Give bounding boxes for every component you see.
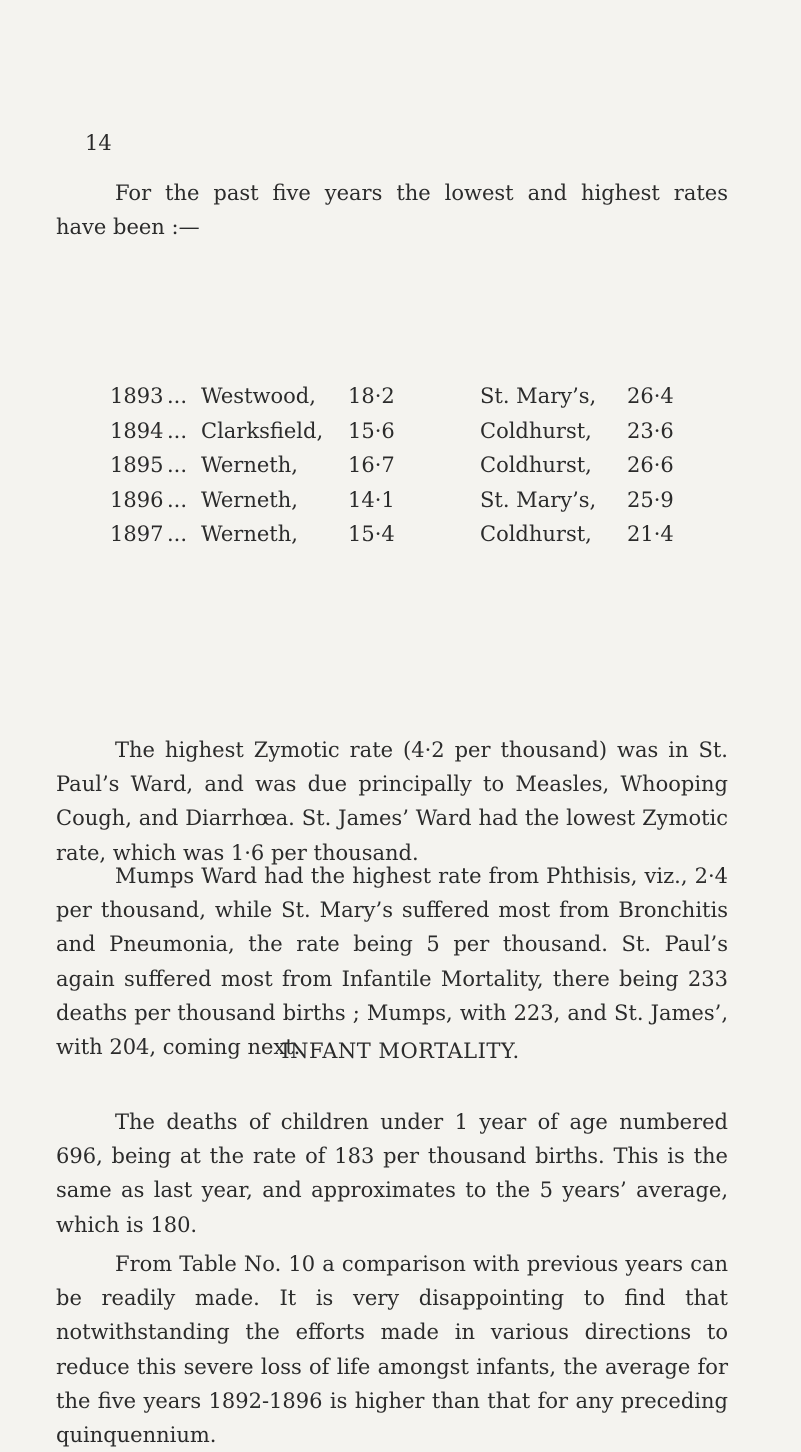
rates-table xyxy=(110,379,730,552)
highest-ward-cell: Coldhurst, xyxy=(480,522,592,546)
leader-dots: ... xyxy=(167,487,188,512)
year-cell: 1897 xyxy=(110,522,164,546)
lowest-ward-cell: Clarksfield, xyxy=(201,418,324,443)
lowest-ward-cell: Westwood, xyxy=(201,384,316,408)
highest-rate-cell: 26·4 xyxy=(627,384,674,408)
zymotic-text: The highest Zymotic rate (4·2 per thousand) was in St. Paul’s Ward, and was due principally to Measles, Whooping Cough, and Diarrhœa. St. James’ Ward had the lowest Zymotic rate, which was 1·6 per thousand. xyxy=(56,738,728,865)
page-number: 14 xyxy=(85,131,112,155)
year-cell: 1896 xyxy=(110,487,164,512)
infant-deaths-paragraph xyxy=(56,1105,728,1242)
intro-line-1: For the past five years the lowest and highest rates xyxy=(115,181,728,205)
highest-ward-cell: Coldhurst, xyxy=(480,453,592,477)
highest-rate-cell: 26·6 xyxy=(627,453,674,477)
highest-rate-cell: 23·6 xyxy=(627,418,674,443)
section-heading: INFANT MORTALITY. xyxy=(281,1039,520,1063)
intro-paragraph xyxy=(56,176,728,244)
lowest-rate-cell: 18·2 xyxy=(348,384,395,408)
table-row xyxy=(110,414,730,449)
highest-ward-cell: Coldhurst, xyxy=(480,418,592,443)
year-cell: 1894 xyxy=(110,418,164,443)
table-row xyxy=(110,379,730,414)
lowest-ward-cell: Werneth, xyxy=(201,487,298,512)
highest-rate-cell: 25·9 xyxy=(627,487,674,512)
table-comparison-text: From Table No. 10 a comparison with previous years can be readily made. It is very disappointing to find that notwithstanding the efforts made in various directions to reduce this severe loss of life amongst infants, the average for the five years 1892-1896 is higher than that for any preceding quinquennium. xyxy=(56,1252,728,1448)
lowest-ward-cell: Werneth, xyxy=(201,522,298,546)
lowest-rate-cell: 16·7 xyxy=(348,453,395,477)
lowest-ward-cell: Werneth, xyxy=(201,453,298,477)
highest-ward-cell: St. Mary’s, xyxy=(480,487,597,512)
year-cell: 1895 xyxy=(110,453,164,477)
infant-deaths-text: The deaths of children under 1 year of age numbered 696, being at the rate of 183 per thousand births. This is the same as last year, and approximates to the 5 years’ average, which is 180. xyxy=(56,1110,728,1237)
leader-dots: ... xyxy=(167,522,188,546)
zymotic-paragraph xyxy=(56,733,728,870)
leader-dots: ... xyxy=(167,453,188,477)
leader-dots: ... xyxy=(167,384,188,408)
lowest-rate-cell: 15·6 xyxy=(348,418,395,443)
phthisis-text: Mumps Ward had the highest rate from Phthisis, viz., 2·4 per thousand, while St. Mary’s suffered most from Bronchitis and Pneumonia, the rate being 5 per thousand. St. Paul’s again suffered most from Infantile Mortality, there being 233 deaths per thousand births ; Mumps, with 223, and St. James’, with 204, coming next. xyxy=(56,864,728,1060)
table-row xyxy=(110,483,730,518)
table-row xyxy=(110,517,730,552)
table-row xyxy=(110,448,730,483)
lowest-rate-cell: 15·4 xyxy=(348,522,395,546)
leader-dots: ... xyxy=(167,418,188,443)
highest-ward-cell: St. Mary’s, xyxy=(480,384,597,408)
lowest-rate-cell: 14·1 xyxy=(348,487,395,512)
table-comparison-paragraph xyxy=(56,1247,728,1452)
year-cell: 1893 xyxy=(110,384,164,408)
highest-rate-cell: 21·4 xyxy=(627,522,674,546)
intro-line-2: have been :— xyxy=(56,215,200,240)
